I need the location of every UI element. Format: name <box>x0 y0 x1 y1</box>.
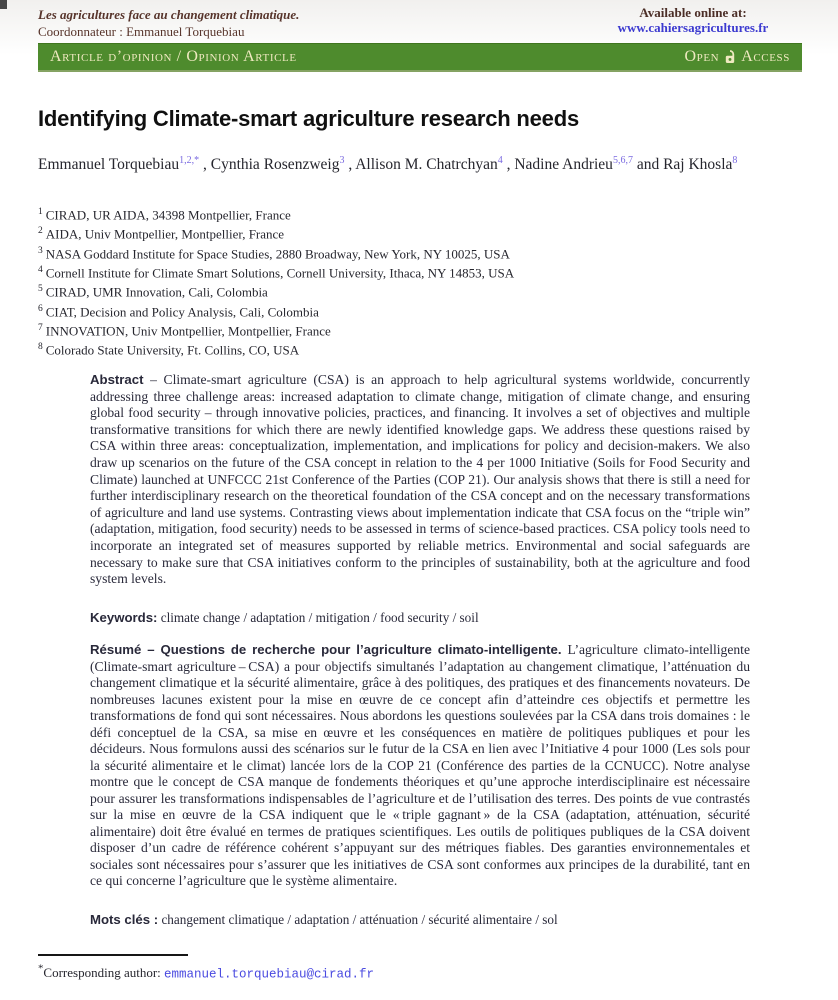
affiliation-number: 2 <box>38 226 43 237</box>
affiliation-item <box>38 204 798 223</box>
affiliation-item <box>38 262 798 281</box>
keywords-line <box>90 610 750 626</box>
affiliation-item <box>38 281 798 300</box>
affiliation-item <box>38 301 798 320</box>
resume-label: Résumé <box>90 642 142 657</box>
affiliation-number: 5 <box>38 284 43 295</box>
article-type-banner <box>38 43 802 72</box>
affiliation-text: AIDA, Univ Montpellier, Montpellier, France <box>45 226 285 242</box>
author-affiliation-sup: 5,6,7 <box>612 155 633 166</box>
article-title: Identifying Climate-smart agriculture research needs <box>38 106 579 131</box>
affiliation-text: NASA Goddard Institute for Space Studies, 2880 Broadway, New York, NY 10025, USA <box>45 245 510 261</box>
author-list <box>38 150 786 175</box>
affiliation-number: 8 <box>38 342 43 353</box>
affiliation-number: 4 <box>38 264 43 275</box>
author-affiliation-sup: 4 <box>497 155 503 166</box>
affiliation-number: 7 <box>38 322 43 333</box>
affiliation-text: Colorado State University, Ft. Collins, CO, USA <box>45 342 300 358</box>
affiliation-number: 3 <box>38 245 43 256</box>
footnote-rule <box>38 954 188 956</box>
affiliation-text: CIRAD, UMR Innovation, Cali, Colombia <box>45 284 268 300</box>
corresponding-author-email-link[interactable]: emmanuel.torquebiau@cirad.fr <box>164 967 375 982</box>
affiliation-text: CIRAD, UR AIDA, 34398 Montpellier, France <box>45 207 291 223</box>
abstract-paragraph <box>90 372 750 588</box>
affiliation-text: Cornell Institute for Climate Smart Solutions, Cornell University, Ithaca, NY 14853, USA <box>45 265 515 281</box>
author-name: Emmanuel Torquebiau <box>38 156 180 174</box>
abstract-text: – Climate-smart agriculture (CSA) is an approach to help agricultural systems worldwide, concurrently addressing three challenge areas: increased adaptation to climate change, mitigation of climate change, and ensuring global food security – through innovative policies, practices, and financing. It involves a set of objectives and multiple transformative transitions for which there are newly identified knowledge gaps. We address these questions raised by CSA within three areas: conceptualization, implementation, and implications for policy and decision-makers. We also draw up scenarios on the future of the CSA concept in relation to the 4 per 1000 Initiative (Soils for Food Security and Climate) launched at UNFCCC 21st Conference of the Parties (COP 21). Our analysis shows that there is still a need for further interdisciplinary research on the theoretical foundation of the CSA concept and on the necessary transformations of agriculture and land use systems. Contrasting views about implementation indicate that CSA focus on the “triple win” (adaptation, mitigation, food security) needs to be assessed in terms of science-based practices. CSA policy tools need to incorporate an integrated set of measures supported by reliable metrics. Environmental and social safeguards are necessary to make sure that CSA initiatives conform to the principles of sustainability, both at the agriculture and food system levels. <box>90 372 750 587</box>
affiliation-item <box>38 320 798 339</box>
corresponding-author-footnote <box>38 954 374 981</box>
affiliation-item <box>38 339 798 358</box>
author-name: Cynthia Rosenzweig <box>210 156 340 174</box>
open-access-access-label: Access <box>741 48 790 65</box>
open-access-lock-icon <box>724 49 736 65</box>
open-access-open-label: Open <box>684 48 720 65</box>
affiliation-text: INNOVATION, Univ Montpellier, Montpellier, France <box>45 323 331 339</box>
keywords-text: climate change / adaptation / mitigation / food security / soil <box>157 610 479 625</box>
mots-cles-line <box>90 912 750 928</box>
author-name: Allison M. Chatrchyan <box>355 156 498 174</box>
resume-paragraph <box>90 642 750 890</box>
affiliation-text: CIAT, Decision and Policy Analysis, Cali, Colombia <box>45 303 319 319</box>
author: , Allison M. Chatrchyan$^4$ <box>348 155 503 174</box>
available-online-block <box>588 5 798 35</box>
mots-cles-text: changement climatique / adaptation / atténuation / sécurité alimentaire / sol <box>158 912 558 927</box>
article-type-label: Article d’opinion / Opinion Article <box>50 48 297 65</box>
author-affiliation-sup: 3 <box>339 155 345 166</box>
affiliation-number: 1 <box>38 207 43 217</box>
resume-bold-title: – Questions de recherche pour l’agriculture climato-intelligente. <box>141 642 568 657</box>
affiliation-list <box>38 204 798 359</box>
mots-cles-label: Mots clés : <box>90 912 159 927</box>
author: , Cynthia Rosenzweig$^3$ <box>202 155 345 174</box>
issue-header <box>38 7 299 40</box>
affiliation-item <box>38 243 798 262</box>
scan-artifact <box>0 0 7 9</box>
abstract-label: Abstract <box>90 372 144 387</box>
affiliation-item <box>38 223 798 242</box>
journal-website-link[interactable]: www.cahiersagricultures.fr <box>617 20 769 35</box>
keywords-label: Keywords: <box>90 610 158 625</box>
author <box>38 156 199 173</box>
author-name: Nadine Andrieu <box>514 156 613 174</box>
author-affiliation-sup: 1,2,* <box>179 155 200 166</box>
footnote-marker: * <box>38 963 44 975</box>
issue-series-title: Les agricultures face au changement climatique. <box>38 7 300 22</box>
author-name: Raj Khosla <box>663 156 733 174</box>
author-affiliation-sup: 8 <box>732 155 738 166</box>
open-access-badge[interactable] <box>684 48 790 66</box>
author: and Raj Khosla$^8$ <box>636 155 738 174</box>
resume-text: L’agriculture climato-intelligente (Climate-smart agriculture – CSA) a pour objectifs simultanés l’adaptation au changement climatique, l’atténuation du changement climatique et la sécurité alimentaire, grâce à des politiques, des pratiques et des financements novateurs. De nombreuses lacunes existent pour la mise en œuvre de ce concept afin d’atteindre ces objectifs et permettre les transformations de fond qui sont nécessaires. Nous abordons les questions soulevées par la CSA dans trois domaines : le défi conceptuel de la CSA, sa mise en œuvre et les conséquences en matière de politiques publiques et pour les décideurs. Nous formulons aussi des scénarios sur le futur de la CSA en lien avec l’Initiative 4 pour 1000 (Les sols pour la sécurité alimentaire et le climat) lancée lors de la COP 21 (Conférence des parties de la CCNUCC). Notre analyse montre que le concept de CSA manque de fondements théoriques et qu’une approche interdisciplinaire est nécessaire pour assurer les transformations indispensables de l’agriculture et de l’utilisation des terres. Des points de vue contrastés sur la mise en œuvre de la CSA indiquent que le « triple gagnant » de la CSA (adaptation, atténuation, sécurité alimentaire) doit être évalué en termes de pratiques scientifiques. Les outils de politiques publiques de la CSA doivent disposer d’un cadre de référence cohérent s’appuyant sur des métriques fiables. Des garanties environnementales et sociales sont nécessaires pour s’assurer que les initiatives de CSA sont conformes aux principes de la durabilité, tant en ce qui concerne l’agriculture que le système alimentaire. <box>90 642 750 888</box>
footnote-text: *Corresponding author: <box>38 963 165 981</box>
issue-coordinator: Coordonnateur : Emmanuel Torquebiau <box>38 24 245 39</box>
available-online-label: Available online at: <box>639 5 747 20</box>
author: , Nadine Andrieu$^{5,6,7}$ <box>506 155 633 174</box>
affiliation-number: 6 <box>38 303 43 314</box>
